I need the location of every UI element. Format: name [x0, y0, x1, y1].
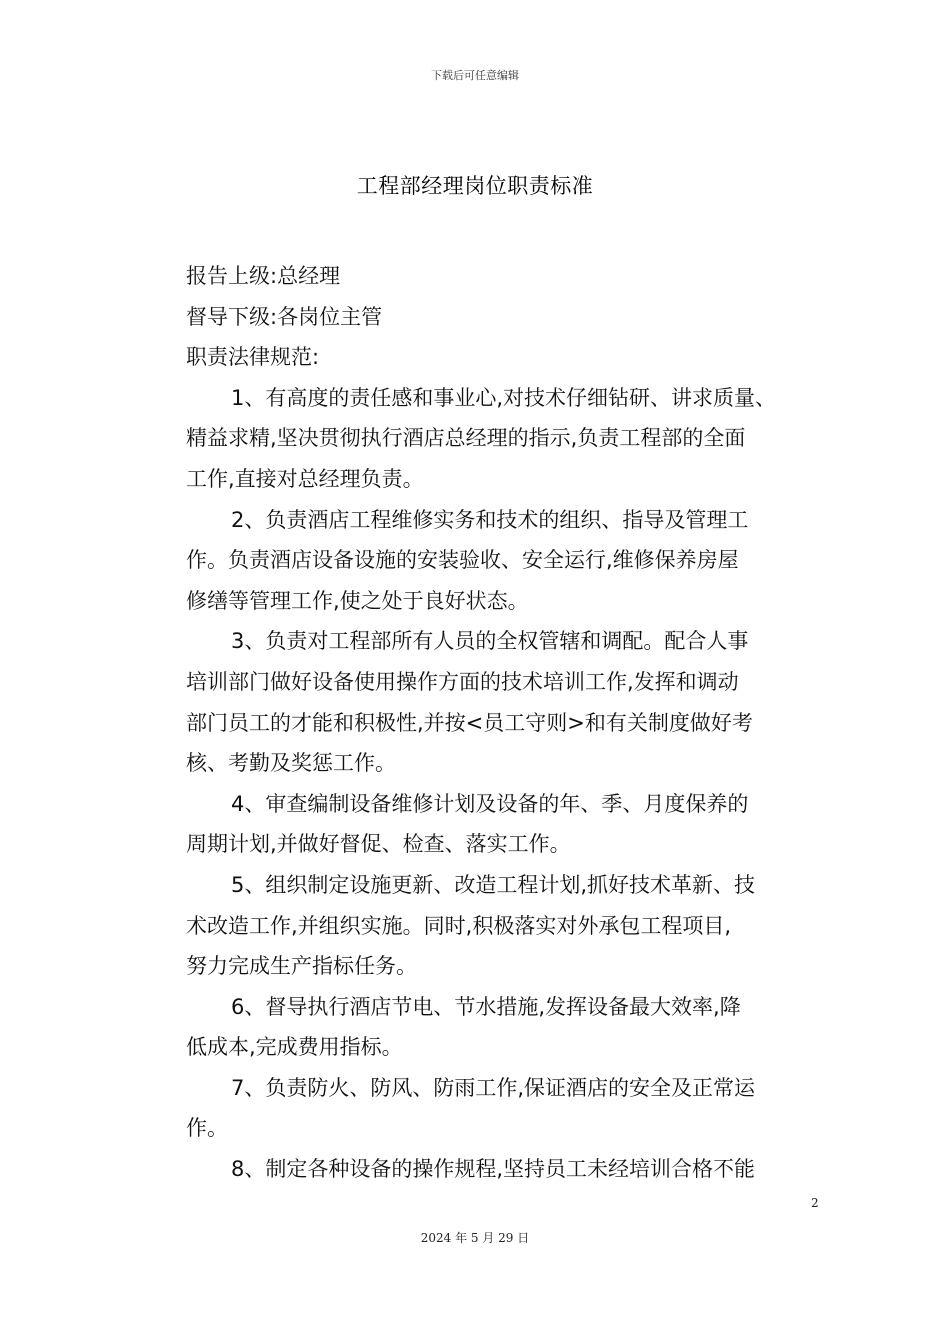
clause-2-line-1: 2、负责酒店工程维修实务和技术的组织、指导及管理工 — [231, 507, 749, 532]
clause-3-line-4: 核、考勤及奖惩工作。 — [186, 751, 396, 776]
clause-1-line-2: 精益求精,坚决贯彻执行酒店总经理的指示,负责工程部的全面 — [186, 426, 746, 451]
clause-4-line-2: 周期计划,并做好督促、检查、落实工作。 — [186, 832, 571, 857]
clause-6-line-2: 低成本,完成费用指标。 — [186, 1035, 403, 1060]
clause-5-line-1: 5、组织制定设施更新、改造工程计划,抓好技术革新、技 — [231, 872, 756, 897]
clause-5-line-3: 努力完成生产指标任务。 — [186, 954, 417, 979]
clause-5-line-2: 术改造工作,并组织实施。同时,积极落实对外承包工程项目, — [186, 913, 732, 938]
clause-8-line-1: 8、制定各种设备的操作规程,坚持员工未经培训合格不能 — [231, 1157, 756, 1182]
clause-7-line-1: 7、负责防火、防风、防雨工作,保证酒店的安全及正常运 — [231, 1075, 756, 1100]
document-body — [186, 256, 836, 1190]
header-note: 下载后可任意编辑 — [431, 69, 519, 82]
clause-2-line-2: 作。负责酒店设备设施的安装验收、安全运行,维修保养房屋 — [186, 548, 739, 573]
page-number: 2 — [811, 1196, 819, 1210]
clause-7-line-2: 作。 — [186, 1116, 228, 1141]
clause-1-line-3: 工作,直接对总经理负责。 — [186, 466, 424, 491]
report-to-line: 报告上级:总经理 — [186, 264, 341, 288]
clause-4-line-1: 4、审查编制设备维修计划及设备的年、季、月度保养的 — [231, 791, 749, 816]
footer-date: 2024 年 5 月 29 日 — [420, 1231, 530, 1245]
clause-3-line-3: 部门员工的才能和积极性,并按<员工守则>和有关制度做好考 — [186, 710, 753, 735]
clause-1-line-1: 1、有高度的责任感和事业心,对技术仔细钻研、讲求质量、 — [231, 385, 777, 410]
clause-3-line-2: 培训部门做好设备使用操作方面的技术培训工作,发挥和调动 — [186, 669, 739, 694]
clause-6-line-1: 6、督导执行酒店节电、节水措施,发挥设备最大效率,降 — [231, 994, 741, 1019]
clause-3-line-1: 3、负责对工程部所有人员的全权管辖和调配。配合人事 — [231, 629, 749, 654]
norms-heading: 职责法律规范: — [186, 345, 320, 370]
document-title: 工程部经理岗位职责标准 — [356, 174, 594, 198]
supervise-line: 督导下级:各岗位主管 — [186, 304, 383, 329]
clause-2-line-3: 修缮等管理工作,使之处于良好状态。 — [186, 588, 529, 613]
